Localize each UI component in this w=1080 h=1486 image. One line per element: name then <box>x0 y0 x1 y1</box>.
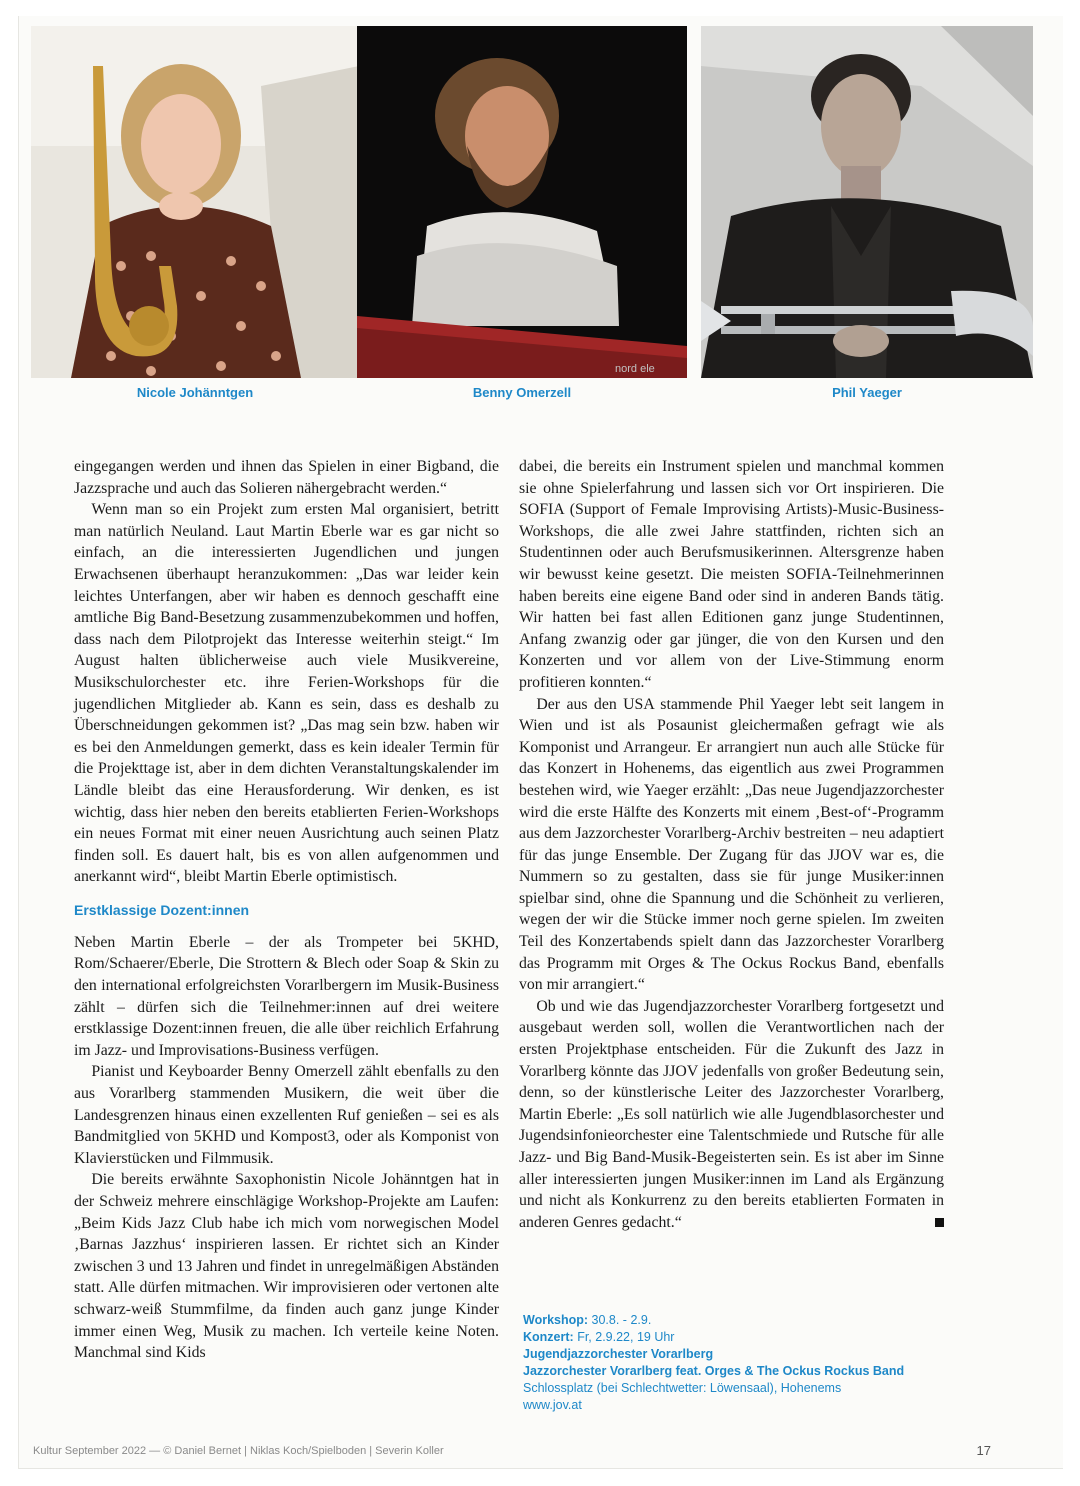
photo-caption-phil: Phil Yaeger <box>832 385 902 400</box>
photo-caption-benny: Benny Omerzell <box>472 385 572 400</box>
end-of-article-icon <box>935 1218 944 1227</box>
article-column-right <box>519 456 944 1233</box>
paragraph: Neben Martin Eberle – der als Trompeter bei 5KHD, Rom/Schaerer/Eberle, Die Strottern & Blech oder Soap & Skin zu den international erfolgreichsten Vorarlbergern im Musik-Business zählt – dürfen sich die Teilnehmer:innen auf drei weitere erstklassige Dozent:innen freuen, die alle über reichlich Erfahrung im Jazz- und Improvisations-Business verfügen. <box>74 933 499 1059</box>
svg-text:nord ele: nord ele <box>615 363 655 375</box>
workshop-label: Workshop: <box>523 1313 589 1327</box>
konzert-label: Konzert: <box>523 1330 574 1344</box>
section-subheading: Erstklassige Dozent:innen <box>74 901 250 918</box>
paragraph-text: Ob und wie das Jugendjazzorchester Vorarlberg fortgesetzt und ausgebaut werden soll, wollen die Verantwortlichen nach der ersten Projektphase entscheiden. Für die Zukunft des Jazz in Vorarlberg könnte das JJOV jedenfalls von großer Bedeutung sein, denn, so der künstlerische Leiter des Jazzorchester Vorarlberg, Martin Eberle: „Es soll natürlich wie alle Jugendblasorchester und Jugendsinfonieorchester eine Talentschmiede und Rutsche für alle Jazz- und Big Band-Musik-Begeisterten sein. Es ist aber im Sinne aller interessierten jungen Musiker:innen im Land als Ergänzung und nicht als Konkurrenz zu den bereits etablierten Formaten in anderen Genres gedacht.“ <box>519 997 944 1231</box>
portrait-trombonist-image <box>701 26 1033 378</box>
photo-caption-nicole: Nicole Johänntgen <box>136 385 254 400</box>
headline-act: Jazzorchester Vorarlberg feat. Orges & The Ockus Rockus Band <box>523 1364 905 1378</box>
photo-nicole-johaenntgen <box>31 26 359 378</box>
venue: Schlossplatz (bei Schlechtwetter: Löwensaal), Hohenems <box>523 1381 842 1395</box>
paragraph: Der aus den USA stammende Phil Yaeger lebt seit langem in Wien und ist als Posaunist gleichermaßen gefragt wie als Komponist und Arrangeur. Er arrangiert nun auch alle Stücke für das Konzert in Hohenems, das eigentlich aus zwei Programmen bestehen wird, wie Yaeger erzählt: „Das neue Jugendjazzorchester wird die erste Hälfte des Konzerts mit einem ‚Best-of‘-Programm aus dem Jazzorchester Vorarlberg-Archiv bestreiten – neu adaptiert für das junge Ensemble. Der Zugang für das JJOV war es, die Nummern so zu gestalten, dass sie für junge Musiker:innen spielbar sind, ohne die Spannung und die Schönheit zu verlieren, wegen der wir die Stücke immer noch gerne spielen. Im zweiten Teil des Konzertabends spielt dann das Jazzorchester Vorarlberg das Programm mit Orges & The Ockus Rockus Band, ebenfalls von mir arrangiert.“ <box>519 695 944 994</box>
article-column-left <box>74 456 499 1364</box>
photo-phil-yaeger <box>701 26 1033 378</box>
ensemble-name: Jugendjazzorchester Vorarlberg <box>523 1347 714 1361</box>
paragraph: Wenn man so ein Projekt zum ersten Mal organisiert, betritt man natürlich Neuland. Laut Martin Eberle war es gar nicht so einfach, an die interessierten Jugendlichen und jungen Erwachsenen überhaupt heranzukommen: „Das war leider kein leichtes Unterfangen, aber wir haben es dennoch geschafft eine amtliche Big Band-Besetzung zusammenzubekommen und hoffen, dass nach dem Pilotprojekt das Interesse weiterhin steigt.“ Im August halten üblicherweise auch viele Musikvereine, Musikschulorchester etc. ihre Ferien-Workshops für die jugendlichen Mitglieder ab. Kann es sein, dass es deshalb zu Überschneidungen gekommen ist? „Das mag sein bzw. haben wir es bei den Anmeldungen gemerkt, dass es kein idealer Termin für die Projekttage ist, aber in dem dichten Veranstaltungskalender im Ländle bleibt das eine Herausforderung. Wir denken, es ist wichtig, dass hier neben den bereits etablierten Ferien-Workshops ein neues Format mit einer neuen Ausrichtung auch seinen Platz finden soll. Es dauert halt, bis es von allen aufgenommen und anerkannt wird“, bleibt Martin Eberle optimistisch. <box>74 501 499 886</box>
konzert-date: Fr, 2.9.22, 19 Uhr <box>577 1330 675 1344</box>
konzert-line <box>523 1329 963 1346</box>
paragraph: eingegangen werden und ihnen das Spielen in einer Bigband, die Jazzsprache und auch das Solieren nähergebracht werden.“ <box>74 458 499 497</box>
paragraph-final <box>519 996 944 1234</box>
workshop-dates: 30.8. - 2.9. <box>591 1313 652 1327</box>
page-footer <box>33 1442 1033 1460</box>
portrait-pianist-image <box>357 26 687 378</box>
paragraph: Die bereits erwähnte Saxophonistin Nicole Johänntgen hat in der Schweiz mehrere einschlägige Workshop-Projekte am Laufen: „Beim Kids Jazz Club habe ich mich vom norwegischen Model ‚Barnas Jazzhus‘ inspirieren lassen. Er richtet sich an Kinder zwischen 3 und 13 Jahren und findet in unregelmäßigen Abständen statt. Alle dürfen mitmachen. Wir improvisieren oder vertonen alte schwarz-weiß Stummfilme, da finden auch ganz junge Kinder immer einen Weg, Musik zu machen. Ich verteile keine Noten. Manchmal sind Kids <box>74 1171 499 1362</box>
portrait-saxophonist-image <box>31 26 359 378</box>
website-link[interactable]: www.jov.at <box>523 1398 582 1412</box>
event-info <box>523 1312 963 1414</box>
footer-credit: Kultur September 2022 — © Daniel Bernet | Niklas Koch/Spielboden | Severin Koller <box>33 1445 444 1457</box>
paragraph: Pianist und Keyboarder Benny Omerzell zählt ebenfalls zu den aus Vorarlberg stammenden Musikern, die weit über die Landesgrenzen hinaus einen exzellenten Ruf genießen – sei es als Bandmitglied von 5KHD und Kompost3, oder als Komponist von Klavierstücken und Filmmusik. <box>74 1063 499 1167</box>
magazine-page <box>18 16 1063 1469</box>
workshop-line <box>523 1312 963 1329</box>
paragraph: dabei, die bereits ein Instrument spielen und manchmal kommen sie ohne Spielerfahrung und lassen sich vor Ort inspirieren. Die SOFIA (Support of Female Improvising Artists)-Music-Business-Workshops, die alle zwei Jahre stattfinden, richten sich an Studentinnen oder auch Berufsmusikerinnen. Altersgrenze haben wir bewusst keine gesetzt. Die meisten SOFIA-Teilnehmerinnen haben bereits eine eigene Band oder sind in anderen Bands tätig. Wir hatten bei fast allen Editionen ganz junge Studentinnen, Anfang zwanzig oder gar jünger, die von den Kursen und den Konzerten und vor allem von der Live-Stimmung enorm profitieren konnten.“ <box>519 458 944 691</box>
page-number: 17 <box>976 1443 991 1458</box>
photo-benny-omerzell <box>357 26 687 378</box>
